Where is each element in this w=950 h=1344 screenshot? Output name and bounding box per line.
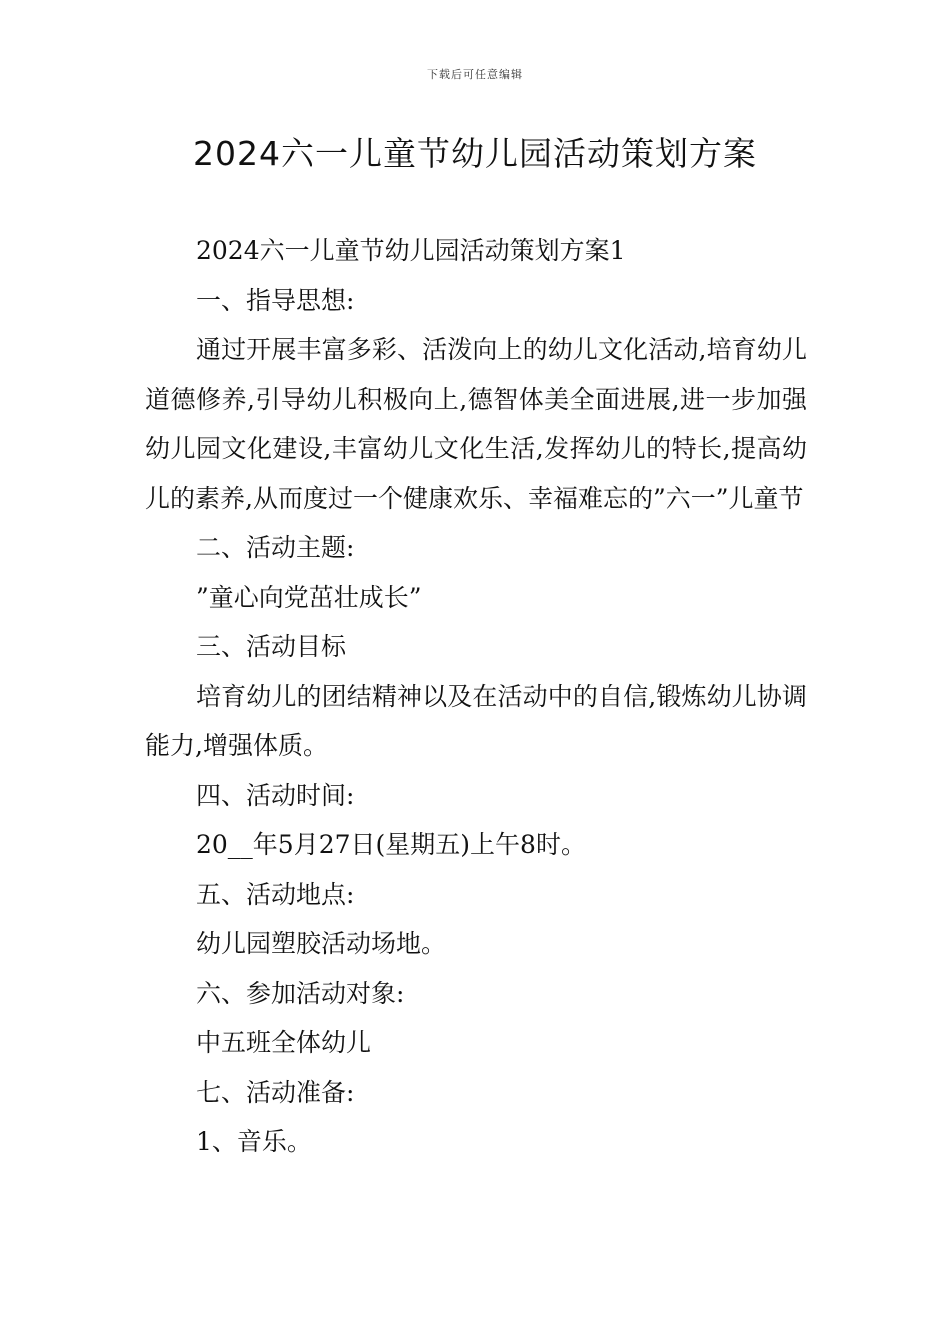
- header-note: 下载后可任意编辑: [427, 68, 523, 81]
- paragraph-location-heading: 五、活动地点:: [196, 879, 355, 909]
- paragraph-participants-heading: 六、参加活动对象:: [196, 978, 405, 1008]
- paragraph-theme: ”童心向党茁壮成长”: [196, 582, 422, 612]
- paragraph-time: 20__年5月27日(星期五)上午8时。: [196, 830, 586, 859]
- paragraph-goal-heading: 三、活动目标: [196, 632, 347, 661]
- paragraph-section-heading: 2024六一儿童节幼儿园活动策划方案1: [196, 236, 626, 265]
- paragraph-guiding-thought: 通过开展丰富多彩、活泼向上的幼儿文化活动,培育幼儿道德修养,引导幼儿积极向上,德智体美全面进展,进一步加强幼儿园文化建设,丰富幼儿文化生活,发挥幼儿的特长,提高幼儿的素养,从而度过一个健康欢乐、幸福难忘的”六一”儿童节: [145, 335, 807, 513]
- paragraph-location: 幼儿园塑胶活动场地。: [196, 929, 447, 958]
- paragraph-goal: 培育幼儿的团结精神以及在活动中的自信,锻炼幼儿协调能力,增强体质。: [145, 681, 807, 760]
- paragraph-preparation-heading: 七、活动准备:: [196, 1077, 355, 1107]
- document-body: [145, 226, 807, 1167]
- paragraph-time-heading: 四、活动时间:: [196, 780, 355, 810]
- paragraph-participants: 中五班全体幼儿: [196, 1028, 372, 1057]
- paragraph-guiding-thought-heading: 一、指导思想:: [196, 285, 355, 315]
- document-title: 2024六一儿童节幼儿园活动策划方案: [193, 134, 757, 173]
- paragraph-theme-heading: 二、活动主题:: [196, 533, 355, 562]
- paragraph-preparation-item: 1、音乐。: [196, 1127, 312, 1156]
